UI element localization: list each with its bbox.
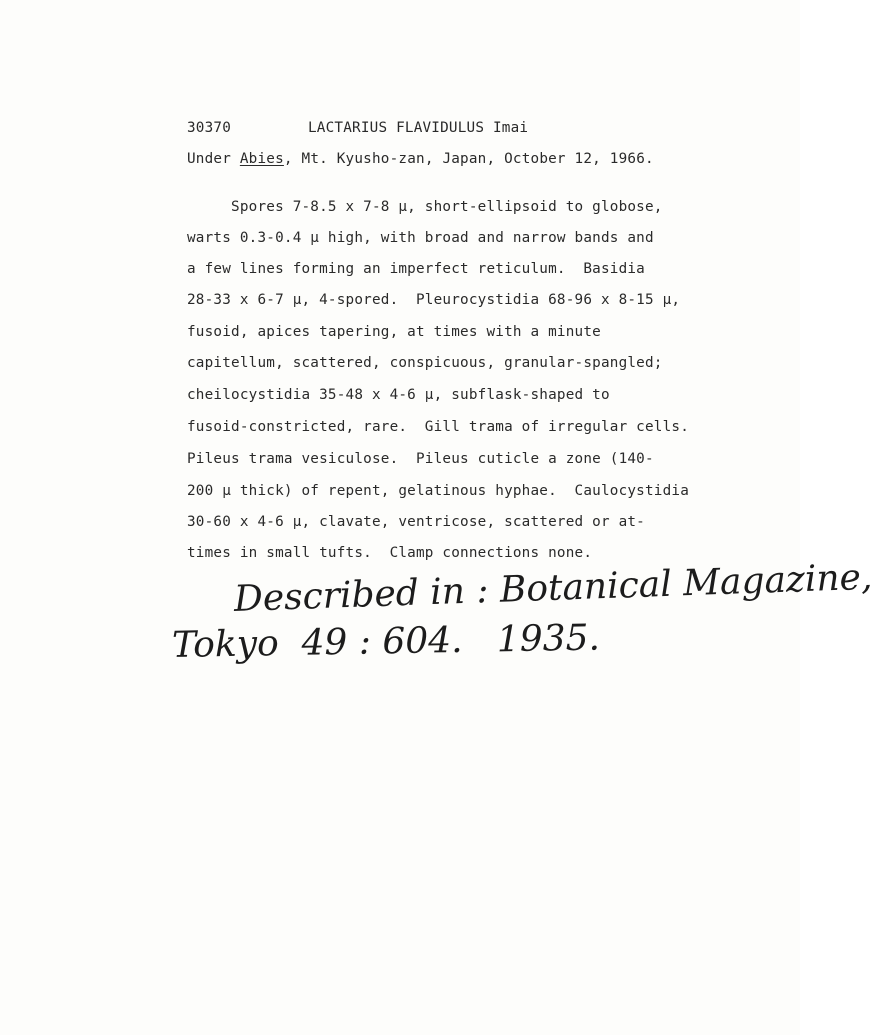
description-line: 28-33 x 6-7 µ, 4-spored. Pleurocystidia 68-96 x 8-15 µ, — [187, 292, 681, 308]
description-line: warts 0.3-0.4 µ high, with broad and narrow bands and — [187, 230, 654, 246]
locality-line — [187, 152, 654, 166]
locality-rest: , Mt. Kyusho-zan, Japan, October 12, 1966. — [283, 151, 654, 167]
description-line: Spores 7-8.5 x 7-8 µ, short-ellipsoid to globose, — [187, 199, 663, 215]
collection-number: 30370 — [187, 120, 232, 136]
description-line: a few lines forming an imperfect reticulum. Basidia — [187, 261, 645, 277]
description-line: Pileus trama vesiculose. Pileus cuticle a zone (140- — [187, 451, 654, 467]
description-line: fusoid-constricted, rare. Gill trama of irregular cells. — [187, 419, 690, 435]
description-line: cheilocystidia 35-48 x 4-6 µ, subflask-shaped to — [187, 387, 610, 403]
locality-prefix: Under — [187, 151, 240, 167]
description-line: 200 µ thick) of repent, gelatinous hyphae. Caulocystidia — [187, 483, 690, 499]
handwritten-citation-line-1: Described in : Botanical Magazine, — [233, 556, 873, 620]
species-name: LACTARIUS FLAVIDULUS Imai — [308, 120, 529, 136]
description-line: times in small tufts. Clamp connections none. — [187, 545, 593, 561]
description-line: 30-60 x 4-6 µ, clavate, ventricose, scattered or at- — [187, 514, 645, 530]
handwritten-citation-line-2: Tokyo 49 : 604. 1935. — [171, 617, 601, 666]
host-genus: Abies — [239, 151, 284, 167]
description-line: fusoid, apices tapering, at times with a minute — [187, 324, 601, 340]
description-line: capitellum, scattered, conspicuous, granular-spangled; — [187, 355, 663, 371]
